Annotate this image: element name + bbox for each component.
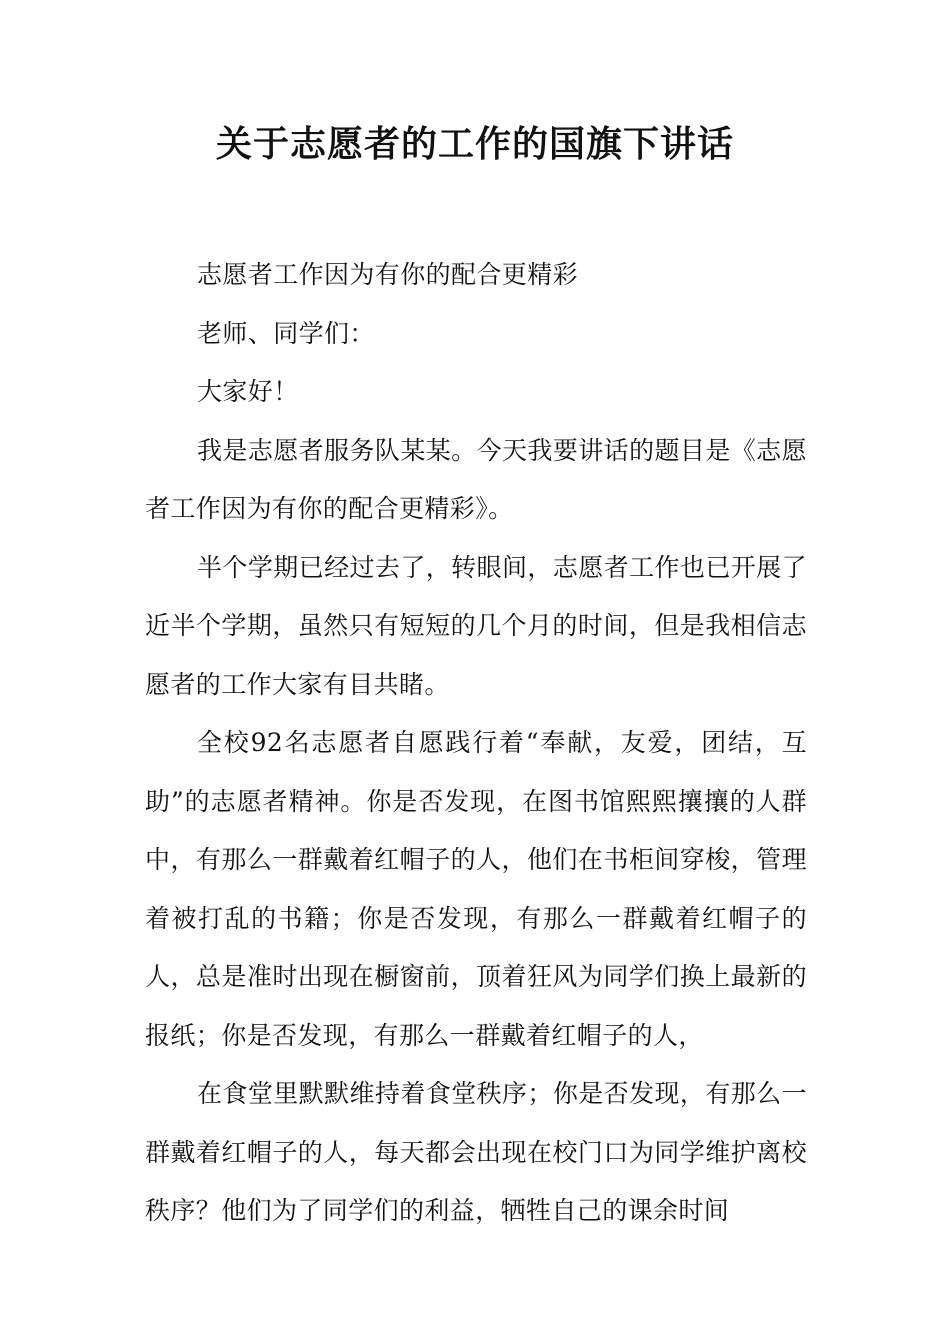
document-body — [145, 246, 807, 1241]
document-title: 关于志愿者的工作的国旗下讲话 — [215, 123, 734, 165]
paragraph-salutation: 老师、同学们： — [197, 318, 375, 348]
paragraph-subtitle: 志愿者工作因为有你的配合更精彩 — [197, 260, 579, 289]
paragraph-semester: 半个学期已经过去了，转眼间，志愿者工作也已开展了近半个学期，虽然只有短短的几个月的时间，但是我相信志愿者的工作大家有目共睹。 — [145, 552, 807, 699]
paragraph-introduction: 我是志愿者服务队某某。今天我要讲话的题目是《志愿者工作因为有你的配合更精彩》。 — [145, 435, 807, 523]
paragraph-volunteers: 全校92名志愿者自愿践行着“奉献，友爱，团结，互助”的志愿者精神。你是否发现，在图书馆熙熙攘攘的人群中，有那么一群戴着红帽子的人，他们在书柜间穿梭，管理着被打乱的书籍；你是否发现，有那么一群戴着红帽子的人，总是准时出现在橱窗前，顶着狂风为同学们换上最新的报纸；你是否发现，有那么一群戴着红帽子的人， — [145, 728, 807, 1050]
paragraph-greeting: 大家好！ — [197, 377, 299, 406]
paragraph-canteen: 在食堂里默默维持着食堂秩序；你是否发现，有那么一群戴着红帽子的人，每天都会出现在校门口为同学维护离校秩序？他们为了同学们的利益，牺牲自己的课余时间 — [145, 1079, 807, 1225]
